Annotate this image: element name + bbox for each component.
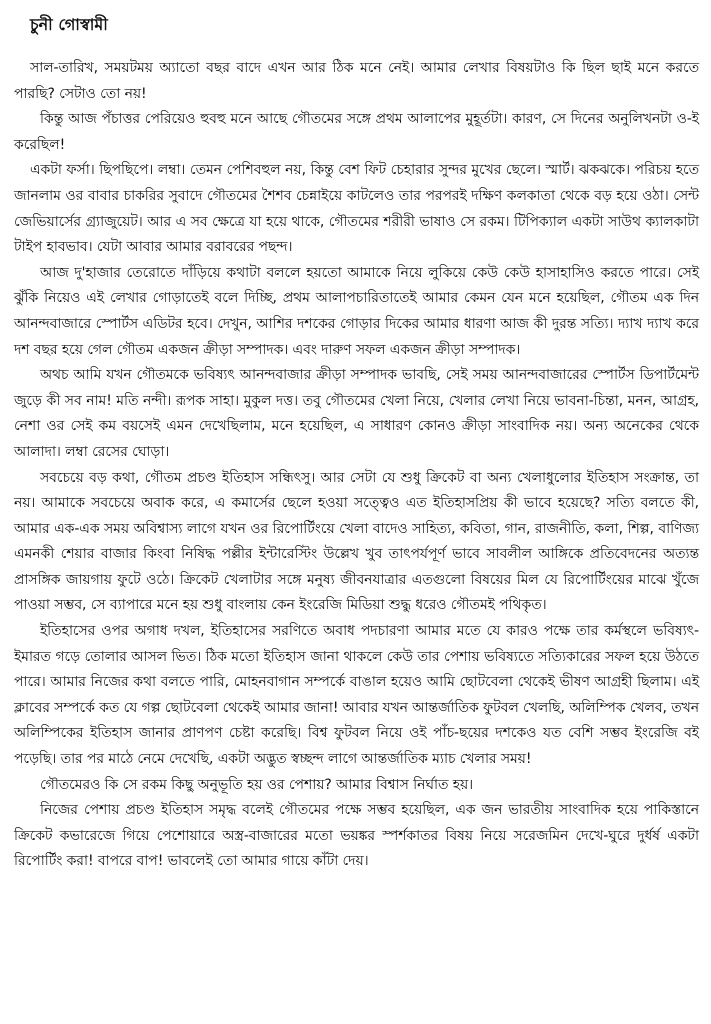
paragraph: সবচেয়ে বড় কথা, গৌতম প্রচণ্ড ইতিহাস সন্ধিৎসু। আর সেটা যে শুধু ক্রিকেট বা অন্য খেলাধুলোর ইতিহাস সংক্রান্ত, তা নয়। আমাকে সবচেয়ে অবাক করে, এ কমার্সের ছেলে হওয়া সত্ত্বেও এত ইতিহাসপ্রিয় কী ভাবে হয়েছে? সত্যি বলতে কী, আমার এক-এক সময় অবিশ্বাস্য লাগে যখন ওর রিপোর্টিংয়ে খেলা বাদেও সাহিত্য, কবিতা, গান, রাজনীতি, কলা, শিল্প, বাণিজ্য এমনকী শেয়ার বাজার কিংবা নিষিদ্ধ পল্লীর ইন্টারেস্টিং উল্লেখ খুব তাৎপর্যপূর্ণ ভাবে সাবলীল আঙ্গিকে প্রতিবেদনের অত্যন্ত প্রাসঙ্গিক জায়গায় ফুটে ওঠে। ক্রিকেট খেলাটার সঙ্গে মনুষ্য জীবনযাত্রার এতগুলো বিষয়ের মিল যে রিপোর্টিংয়ের মাঝে খুঁজে পাওয়া সম্ভব, সে ব্যাপারে মনে হয় শুধু বাংলায় কেন ইংরেজি মিডিয়া শুদ্ধু ধরেও গৌতমই পথিকৃত। [14, 469, 699, 614]
paragraph: সাল-তারিখ, সময়টময় অ্যাতো বছর বাদে এখন আর ঠিক মনে নেই। আমার লেখার বিষয়টাও কি ছিল ছাই মনে করতে পারছি? সেটাও তো নয়! [14, 60, 699, 102]
paragraph: গৌতমেরও কি সে রকম কিছু অনুভূতি হয় ওর পেশায়? আমার বিশ্বাস নির্ঘাত হয়। [40, 776, 474, 793]
paragraph: অথচ আমি যখন গৌতমকে ভবিষ্যৎ আনন্দবাজার ক্রীড়া সম্পাদক ভাবছি, সেই সময় আনন্দবাজারের স্পোর্টস ডিপার্টমেন্ট জুড়ে কী সব নাম! মতি নন্দী। রূপক সাহা। মুকুল দত্ত। তবু গৌতমের খেলা নিয়ে, খেলার লেখা নিয়ে ভাবনা-চিন্তা, মনন, আগ্রহ, নেশা ওর সেই কম বয়সেই এমন দেখেছিলাম, মনে হয়েছিল, এ সাধারণ কোনও ক্রীড়া সাংবাদিক নয়। অন্য অনেকের থেকে আলাদা। লম্বা রেসের ঘোড়া। [14, 367, 699, 460]
paragraph: কিন্তু আজ পঁচাত্তর পেরিয়েও হুবহু মনে আছে গৌতমের সঙ্গে প্রথম আলাপের মুহূর্তটা। কারণ, সে দিনের অনুলিখনটা ও-ই করেছিল! [14, 111, 699, 153]
paragraph: নিজের পেশায় প্রচণ্ড ইতিহাস সমৃদ্ধ বলেই গৌতমের পক্ষে সম্ভব হয়েছিল, এক জন ভারতীয় সাংবাদিক হয়ে পাকিস্তানে ক্রিকেট কভারেজে গিয়ে পেশোয়ারে অস্ত্র-বাজারের মতো ভয়ঙ্কর স্পর্শকাতর বিষয় নিয়ে সরেজমিন দেখে-ঘুরে দুর্ধর্ষ একটা রিপোর্টিং করা! বাপরে বাপ! ভাবলেই তো আমার গায়ে কাঁটা দেয়। [14, 802, 699, 870]
paragraph: একটা ফর্সা। ছিপছিপে। লম্বা। তেমন পেশিবহুল নয়, কিন্তু বেশ ফিট চেহারার সুন্দর মুখের ছেলে। স্মার্ট। ঝকঝকে। পরিচয় হতে জানলাম ওর বাবার চাকরির সুবাদে গৌতমের শৈশব চেন্নাইয়ে কাটলেও তার পরপরই দক্ষিণ কলকাতা থেকে বড় হয়ে ওঠা। সেন্ট জেভিয়ার্সের গ্র্যাজুয়েট। আর এ সব ক্ষেত্রে যা হয়ে থাকে, গৌতমের শরীরী ভাষাও সে রকম। টিপিক্যাল একটা সাউথ ক্যালকাটা টাইপ হাবভাব। যেটা আবার আমার বরাবরের পছন্দ। [14, 162, 699, 256]
paragraph: ইতিহাসের ওপর অগাধ দখল, ইতিহাসের সরণিতে অবাধ পদচারণা আমার মতে যে কারও পক্ষে তার কর্মস্থলে ভবিষ্যৎ-ইমারত গড়ে তোলার আসল ভিত। ঠিক মতো ইতিহাস জানা থাকলে কেউ তার পেশায় ভবিষ্যতে সত্যিকারের সফল হয়ে উঠতে পারে। আমার নিজের কথা বলতে পারি, মোহনবাগান সম্পর্কে বাঙাল হয়েও আমি ছোটবেলা থেকেই ভীষণ আগ্রহী ছিলাম। এই ক্লাবের সম্পর্কে কত যে গল্প ছোটবেলা থেকেই আমার জানা! আবার যখন আন্তর্জাতিক ফুটবল খেলছি, অলিম্পিক খেলব, তখন অলিম্পিকের ইতিহাস জানার প্রাণপণ চেষ্টা করেছি। বিশ্ব ফুটবল নিয়ে ওই পাঁচ-ছয়ের দশকেও যত বেশি সম্ভব ইংরেজি বই পড়েছি। তার পর মাঠে নেমে দেখেছি, একটা অদ্ভুত স্বচ্ছন্দ লাগে আন্তর্জাতিক ম্যাচ খেলার সময়! [14, 623, 700, 768]
paragraph: আজ দু'হাজার তেরোতে দাঁড়িয়ে কথাটা বললে হয়তো আমাকে নিয়ে লুকিয়ে কেউ কেউ হাসাহাসিও করতে পারে। সেই ঝুঁকি নিয়েও এই লেখার গোড়াতেই বলে দিচ্ছি, প্রথম আলাপচারিতাতেই আমার কেমন যেন মনে হয়েছিল, গৌতম এক দিন আনন্দবাজারে স্পোর্টস এডিটর হবে। দেখুন, আশির দশকের গোড়ার দিকের আমার ধারণা আজ কী দুরন্ত সত্যি। দ্যাখ দ্যাখ করে দশ বছর হয়ে গেল গৌতম একজন ক্রীড়া সম্পাদক। এবং দারুণ সফল একজন ক্রীড়া সম্পাদক। [14, 264, 699, 358]
author-name: চুনী গোস্বামী [30, 15, 108, 34]
